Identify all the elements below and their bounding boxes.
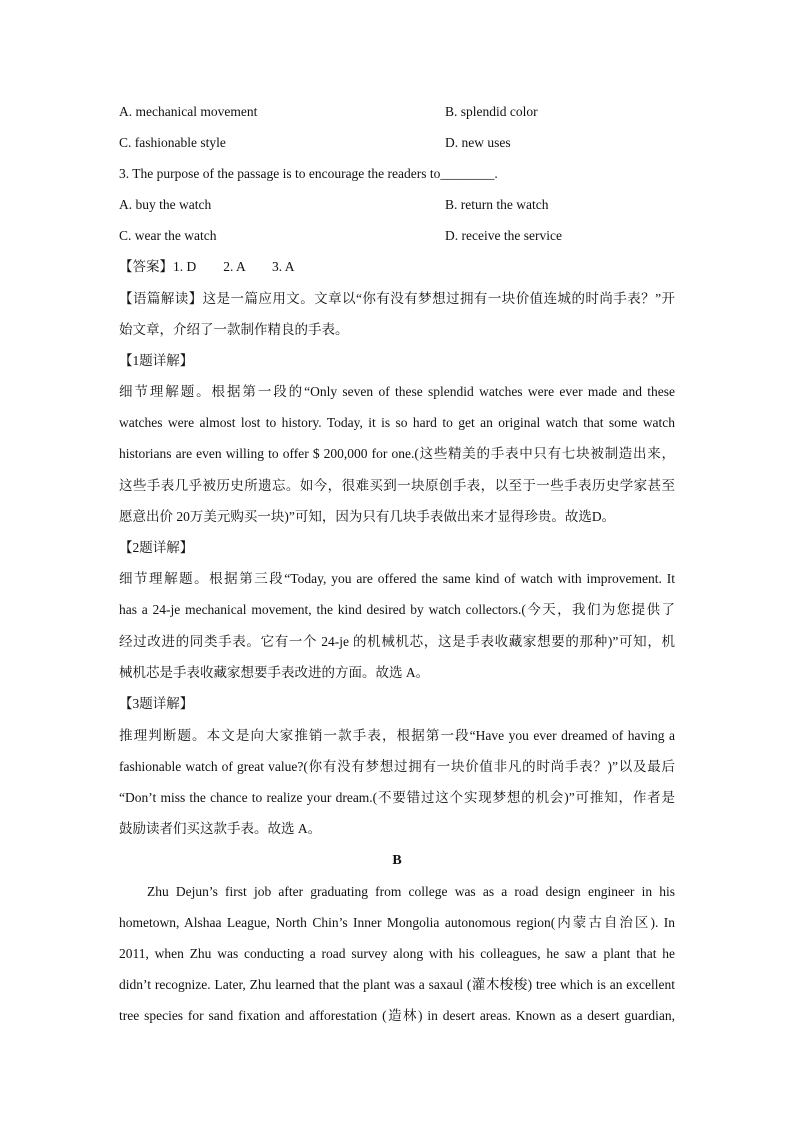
q3-detail-line-1: 推理判断题。本文是向大家推销一款手表，根据第一段“Have you ever dreamed of having a (119, 728, 675, 743)
q2-detail-line-4: 械机芯是手表收藏家想要手表改进的方面。故选 A。 (119, 665, 430, 680)
interpretation-line-2: 始文章，介绍了一款制作精良的手表。 (119, 322, 349, 337)
option-a: A. mechanical movement (119, 104, 258, 119)
option-d: D. new uses (445, 135, 511, 150)
q1-detail-heading: 【1题详解】 (119, 353, 194, 368)
q3-detail-heading: 【3题详解】 (119, 696, 194, 711)
q1-detail-line-3: historians are even willing to offer $ 200,000 for one.(这些精美的手表中只有七块被制造出来， (119, 446, 675, 461)
q3-option-d: D. receive the service (445, 228, 562, 243)
q3-option-b: B. return the watch (445, 197, 549, 212)
q1-detail-line-1: 细节理解题。根据第一段的“Only seven of these splendid watches were ever made and these (119, 384, 675, 399)
interpretation-line-1: 【语篇解读】这是一篇应用文。文章以“你有没有梦想过拥有一块价值连城的时尚手表？”开 (119, 291, 675, 306)
q2-detail-line-1: 细节理解题。根据第三段“Today, you are offered the same kind of watch with improvement. It (119, 571, 675, 586)
q3-detail-line-2: fashionable watch of great value?(你有没有梦想过拥有一块价值非凡的时尚手表？)”以及最后 (119, 759, 675, 774)
answer-line: 【答案】1. D 2. A 3. A (119, 259, 295, 274)
section-b-title: B (392, 853, 402, 868)
q1-detail-line-2: watches were almost lost to history. Today, it is so hard to get an original watch that some watch (119, 415, 675, 430)
q1-detail-line-4: 这些手表几乎被历史所遗忘。如今，很难买到一块原创手表，以至于一些手表历史学家甚至 (119, 478, 675, 493)
q2-detail-line-2: has a 24-je mechanical movement, the kind desired by watch collectors.(今天，我们为您提供了 (119, 602, 675, 617)
section-b-line-5: tree species for sand fixation and afforestation (造林) in desert areas. Known as a desert guardian, (119, 1008, 675, 1023)
section-b-line-4: didn’t recognize. Later, Zhu learned that the plant was a saxaul (灌木梭梭) tree which is an excellent (119, 977, 675, 992)
q3-detail-line-3: “Don’t miss the chance to realize your dream.(不要错过这个实现梦想的机会)”可推知，作者是 (119, 790, 675, 805)
q3-detail-line-4: 鼓励读者们买这款手表。故选 A。 (119, 821, 322, 836)
section-b-line-1: Zhu Dejun’s first job after graduating from college was as a road design engineer in his (147, 884, 675, 899)
q3-option-a: A. buy the watch (119, 197, 212, 212)
option-c: C. fashionable style (119, 135, 226, 150)
q1-detail-line-5: 愿意出价 20万美元购买一块)”可知，因为只有几块手表做出来才显得珍贵。故选D。 (119, 509, 616, 524)
option-b: B. splendid color (445, 104, 538, 119)
section-b-line-3: 2011, when Zhu was conducting a road survey along with his colleagues, he saw a plant that he (119, 946, 675, 961)
q2-detail-heading: 【2题详解】 (119, 540, 194, 555)
question-3-stem: 3. The purpose of the passage is to encourage the readers to________. (119, 166, 498, 181)
section-b-line-2: hometown, Alshaa League, North Chin’s Inner Mongolia autonomous region(内蒙古自治区). In (119, 915, 675, 930)
q3-option-c: C. wear the watch (119, 228, 217, 243)
q2-detail-line-3: 经过改进的同类手表。它有一个 24-je 的机械机芯，这是手表收藏家想要的那种)”可知，机 (119, 634, 675, 649)
